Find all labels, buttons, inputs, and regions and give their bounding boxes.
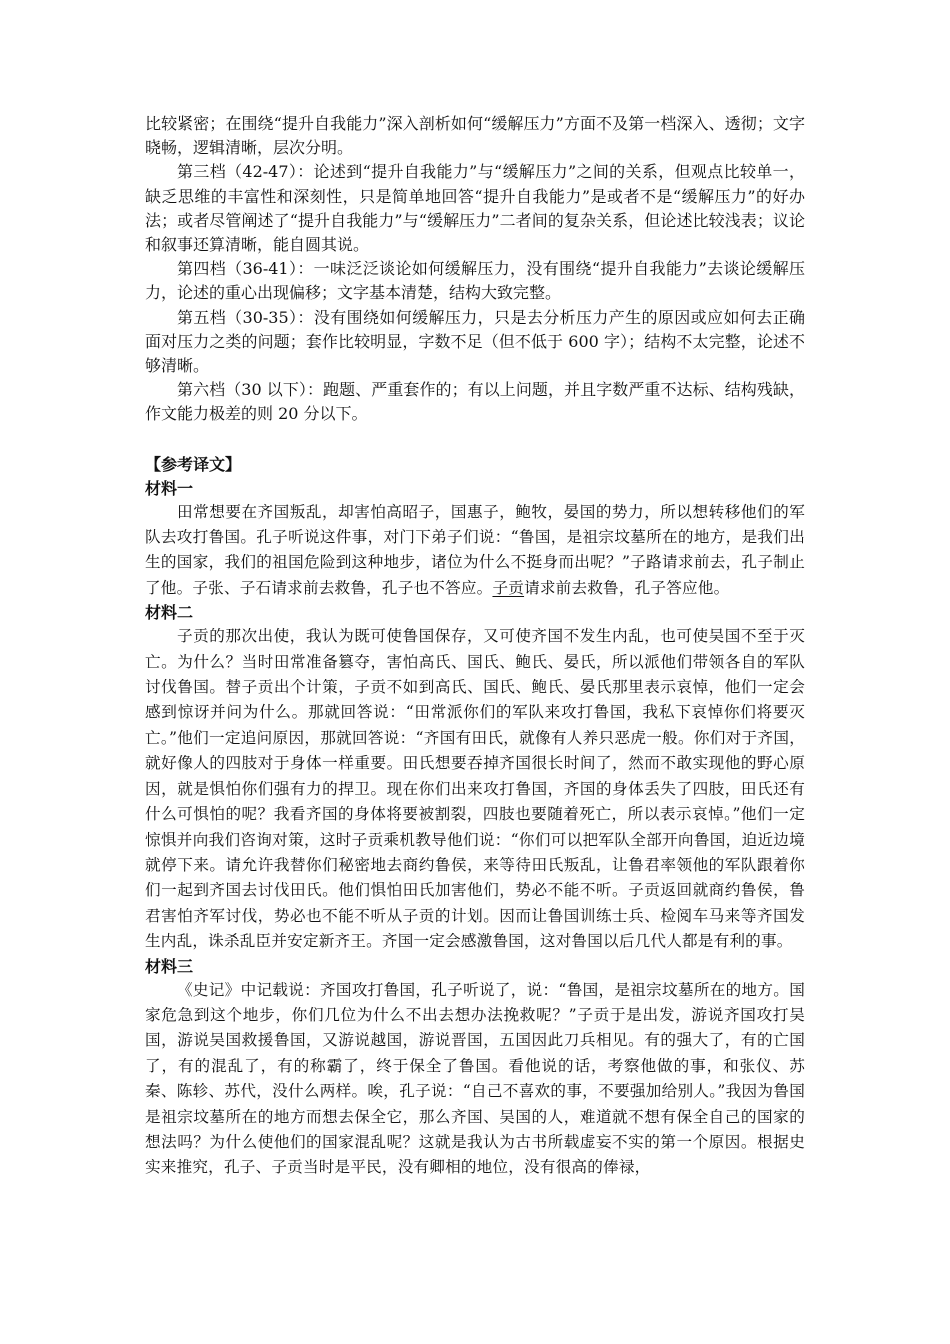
tier4-criteria: 第四档（36-41）：一味泛泛谈论如何缓解压力，没有围绕“提升自我能力”去谈论缓解压力，论述的重心出现偏移；文字基本清楚，结构大致完整。 (145, 259, 805, 303)
reference-translation (145, 453, 805, 1181)
tier2-continuation: 比较紧密；在围绕“提升自我能力”深入剖析如何“缓解压力”方面不及第一档深入、透彻；文字晓畅，逻辑清晰，层次分明。 (145, 114, 805, 158)
material2-text: 子贡的那次出使，我认为既可使鲁国保存，又可使齐国不发生内乱，也可使吴国不至于灭亡。为什么？当时田常准备篡夺，害怕高氏、国氏、鲍氏、晏氏，所以派他们带领各自的军队讨伐鲁国。替子贡出个计策，子贡不如到高氏、国氏、鲍氏、晏氏那里表示哀悼，他们一定会感到惊讶并问为什么。那就回答说：“田常派你们的军队来攻打鲁国，我私下哀悼你们将要灭亡。”他们一定追问原因，那就回答说：“齐国有田氏，就像有人养只恶虎一般。你们对于齐国，就好像人的四肢对于身体一样重要。田氏想要吞掉齐国很长时间了，然而不敢实现他的野心原因，就是惧怕你们强有力的捍卫。现在你们出来攻打鲁国，齐国的身体丢失了四肢，田氏还有什么可惧怕的呢？我看齐国的身体将要被割裂，四肢也要随着死亡，所以表示哀悼。”他们一定惊惧并向我们咨询对策，这时子贡乘机教导他们说：“你们可以把军队全部开向鲁国，迫近边境就停下来。请允许我替你们秘密地去商约鲁侯，来等待田氏叛乱，让鲁君率领他的军队跟着你们一起到齐国去讨伐田氏。他们惧怕田氏加害他们，势必不能不听。子贡返回就商约鲁侯，鲁君害怕齐军讨伐，势必也不能不听从子贡的计划。因而让鲁国训练士兵、检阅车马来等齐国发生内乱，诛杀乱臣并安定新齐王。齐国一定会感激鲁国，这对鲁国以后几代人都是有利的事。 (145, 627, 805, 951)
underlined-name: 子贡 (492, 578, 525, 597)
material1-title: 材料一 (145, 478, 194, 498)
tier3-criteria: 第三档（42-47）：论述到“提升自我能力”与“缓解压力”之间的关系，但观点比较单一，缺乏思维的丰富性和深刻性，只是简单地回答“提升自我能力”是或者不是“缓解压力”的好办法；或者尽管阐述了“提升自我能力”与“缓解压力”二者间的复杂关系，但论述比较浅表；议论和叙事还算清晰，能自圆其说。 (145, 162, 805, 255)
material2-title: 材料二 (145, 603, 194, 623)
tier5-criteria: 第五档（30-35）：没有围绕如何缓解压力，只是去分析压力产生的原因或应如何去正确面对压力之类的问题；套作比较明显，字数不足（但不低于 600 字）；结构不太完整，论述不够清晰。 (145, 307, 805, 376)
tier6-criteria: 第六档（30 以下）：跑题、严重套作的；有以上问题，并且字数严重不达标、结构残缺，作文能力极差的则 20 分以下。 (145, 380, 805, 424)
document-page (145, 112, 805, 1181)
grading-criteria (145, 112, 805, 427)
translation-heading: 【参考译文】 (145, 454, 242, 474)
material1-text: 田常想要在齐国叛乱，却害怕高昭子，国惠子，鲍牧，晏国的势力，所以想转移他们的军队去攻打鲁国。孔子听说这件事，对门下弟子们说：“鲁国，是祖宗坟墓所在的地方，是我们出生的国家，我们的祖国危险到这种地步，诸位为什么不挺身而出呢？”子路请求前去，孔子制止了他。子张、子石请求前去救鲁，孔子也不答应。子贡请求前去救鲁，孔子答应他。 (145, 502, 805, 597)
material3-title: 材料三 (145, 956, 194, 976)
material3-text: 《史记》中记载说：齐国攻打鲁国，孔子听说了，说：“鲁国，是祖宗坟墓所在的地方。国家危急到这个地步，你们几位为什么不出去想办法挽救呢？”子贡于是出发，游说齐国攻打吴国，游说吴国救援鲁国，又游说越国，游说晋国，五国因此刀兵相见。有的强大了，有的亡国了，有的混乱了，有的称霸了，终于保全了鲁国。看他说的话，考察他做的事，和张仪、苏秦、陈轸、苏代，没什么两样。唉，孔子说：“自己不喜欢的事，不要强加给别人。”我因为鲁国是祖宗坟墓所在的地方而想去保全它，那么齐国、吴国的人，难道就不想有保全自己的国家的想法吗？为什么使他们的国家混乱呢？这就是我认为古书所载虚妄不实的第一个原因。根据史实来推究，孔子、子贡当时是平民，没有卿相的地位，没有很高的俸禄， (145, 980, 805, 1177)
